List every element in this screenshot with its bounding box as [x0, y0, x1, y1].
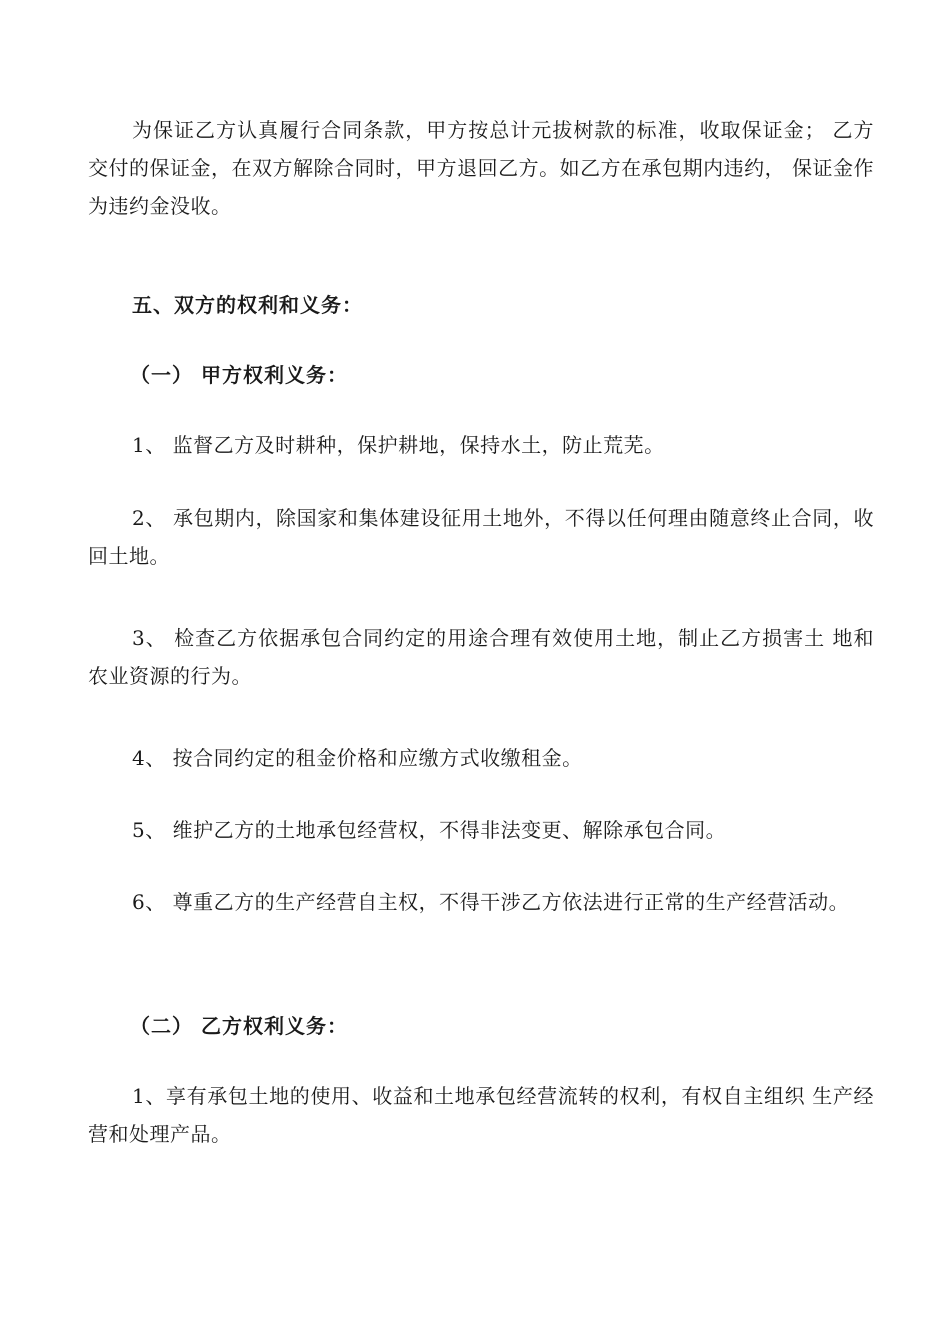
party-a-item-5: 5、 维护乙方的土地承包经营权，不得非法变更、解除承包合同。 [132, 818, 727, 842]
party-a-item-1: 1、 监督乙方及时耕种，保护耕地，保持水土，防止荒芜。 [132, 433, 665, 457]
section-five-heading: 五、双方的权利和义务： [132, 293, 363, 317]
deposit-paragraph: 为保证乙方认真履行合同条款，甲方按总计元拔树款的标准，收取保证金； 乙方交付的保证金，在双方解除合同时，甲方退回乙方。如乙方在承包期内违约， 保证金作为违约金没收。 [88, 118, 874, 218]
party-a-item-3: 3、 检查乙方依据承包合同约定的用途合理有效使用土地，制止乙方损害土 地和农业资源的行为。 [88, 626, 874, 688]
party-a-item-6: 6、 尊重乙方的生产经营自主权，不得干涉乙方依法进行正常的生产经营活动。 [132, 890, 850, 914]
party-b-heading: （二） 乙方权利义务： [130, 1014, 348, 1038]
party-a-item-2: 2、 承包期内，除国家和集体建设征用土地外，不得以任何理由随意终止合同，收回土地。 [88, 506, 874, 568]
party-b-item-1: 1、享有承包土地的使用、收益和土地承包经营流转的权利，有权自主组织 生产经营和处理产品。 [88, 1084, 874, 1146]
party-a-heading: （一） 甲方权利义务： [130, 363, 348, 387]
party-a-item-4: 4、 按合同约定的租金价格和应缴方式收缴租金。 [132, 746, 583, 770]
